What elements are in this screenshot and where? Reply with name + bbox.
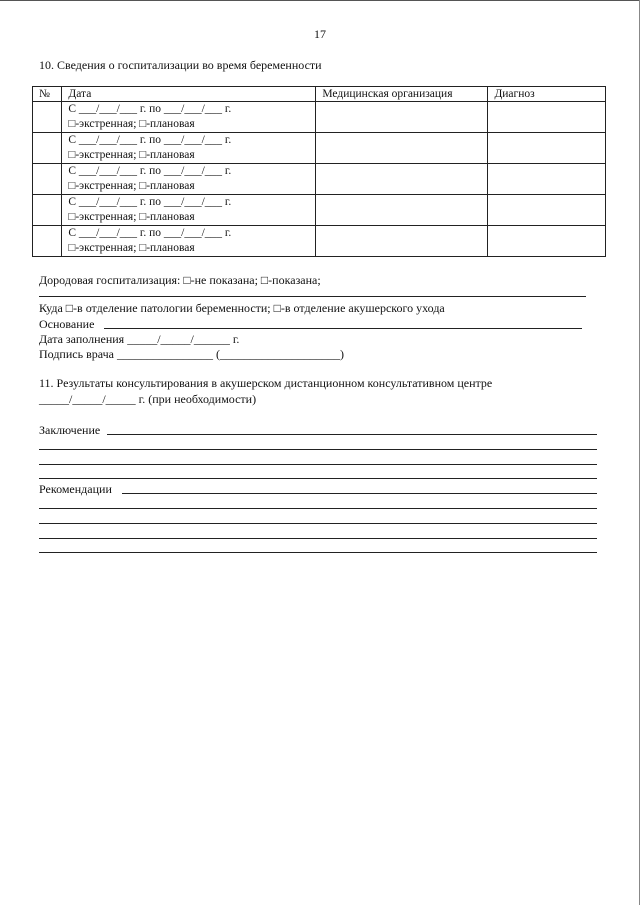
row-organization-cell[interactable] — [316, 226, 488, 257]
prenatal-blank-line[interactable] — [39, 296, 586, 297]
row-organization-cell[interactable] — [316, 102, 488, 133]
recommendations-field-line[interactable] — [39, 523, 597, 524]
recommendations-field-line[interactable] — [122, 493, 597, 494]
date-range-line: С ___/___/___ г. по ___/___/___ г. — [68, 134, 232, 146]
conclusion-field-line[interactable] — [39, 449, 597, 450]
row-number-cell[interactable] — [33, 133, 62, 164]
prenatal-basis-field[interactable] — [104, 328, 582, 329]
hospitalization-type-line: □-экстренная; □-плановая — [68, 117, 195, 130]
hospitalization-type-line: □-экстренная; □-плановая — [68, 148, 195, 161]
row-organization-cell[interactable] — [316, 195, 488, 226]
recommendations-field-line[interactable] — [39, 508, 597, 509]
row-date-cell[interactable] — [62, 226, 316, 257]
row-diagnosis-cell[interactable] — [488, 164, 606, 195]
recommendations-label: Рекомендации — [39, 482, 112, 496]
table-row — [33, 195, 606, 226]
row-date-cell[interactable] — [62, 133, 316, 164]
row-diagnosis-cell[interactable] — [488, 226, 606, 257]
conclusion-label: Заключение — [39, 423, 101, 437]
date-range-line: С ___/___/___ г. по ___/___/___ г. — [68, 165, 232, 177]
row-date-cell[interactable] — [62, 164, 316, 195]
header-date: Дата — [62, 87, 316, 102]
conclusion-field-line[interactable] — [39, 478, 597, 479]
row-date-cell[interactable] — [62, 102, 316, 133]
header-medical-organization: Медицинская организация — [316, 87, 488, 102]
table-row — [33, 226, 606, 257]
row-diagnosis-cell[interactable] — [488, 133, 606, 164]
row-diagnosis-cell[interactable] — [488, 195, 606, 226]
table-row — [33, 102, 606, 133]
date-range-line: С ___/___/___ г. по ___/___/___ г. — [68, 196, 232, 208]
row-organization-cell[interactable] — [316, 164, 488, 195]
prenatal-signature-line: Подпись врача ________________ (____________________) — [39, 347, 344, 361]
section-11-date-line: _____/_____/_____ г. (при необходимости) — [39, 392, 257, 406]
date-range-line: С ___/___/___ г. по ___/___/___ г. — [68, 227, 232, 239]
hospitalization-type-line: □-экстренная; □-плановая — [68, 179, 195, 192]
section-11-title: 11. Результаты консультирования в акушерском дистанционном консультативном центре — [39, 376, 493, 390]
date-range-line: С ___/___/___ г. по ___/___/___ г. — [68, 103, 232, 115]
row-number-cell[interactable] — [33, 164, 62, 195]
conclusion-field-line[interactable] — [107, 434, 597, 435]
table-header-row — [33, 87, 606, 102]
prenatal-fill-date-line: Дата заполнения _____/_____/______ г. — [39, 332, 240, 346]
table-row — [33, 133, 606, 164]
row-number-cell[interactable] — [33, 226, 62, 257]
header-diagnosis: Диагноз — [488, 87, 606, 102]
row-organization-cell[interactable] — [316, 133, 488, 164]
row-diagnosis-cell[interactable] — [488, 102, 606, 133]
recommendations-field-line[interactable] — [39, 538, 597, 539]
recommendations-field-line[interactable] — [39, 552, 597, 553]
section-10-title: 10. Сведения о госпитализации во время беременности — [39, 58, 322, 72]
hospitalization-type-line: □-экстренная; □-плановая — [68, 241, 195, 254]
prenatal-basis-label: Основание — [39, 317, 95, 331]
hospitalization-table — [32, 86, 606, 257]
page-top-edge — [0, 0, 640, 1]
hospitalization-type-line: □-экстренная; □-плановая — [68, 210, 195, 223]
prenatal-hospitalization-line: Дородовая госпитализация: □-не показана; □-показана; — [39, 273, 321, 287]
row-date-cell[interactable] — [62, 195, 316, 226]
prenatal-where-line: Куда □-в отделение патологии беременности; □-в отделение акушерского ухода — [39, 301, 445, 315]
row-number-cell[interactable] — [33, 195, 62, 226]
page-number: 17 — [314, 27, 326, 41]
table-row — [33, 164, 606, 195]
row-number-cell[interactable] — [33, 102, 62, 133]
header-number: № — [33, 87, 62, 102]
conclusion-field-line[interactable] — [39, 464, 597, 465]
